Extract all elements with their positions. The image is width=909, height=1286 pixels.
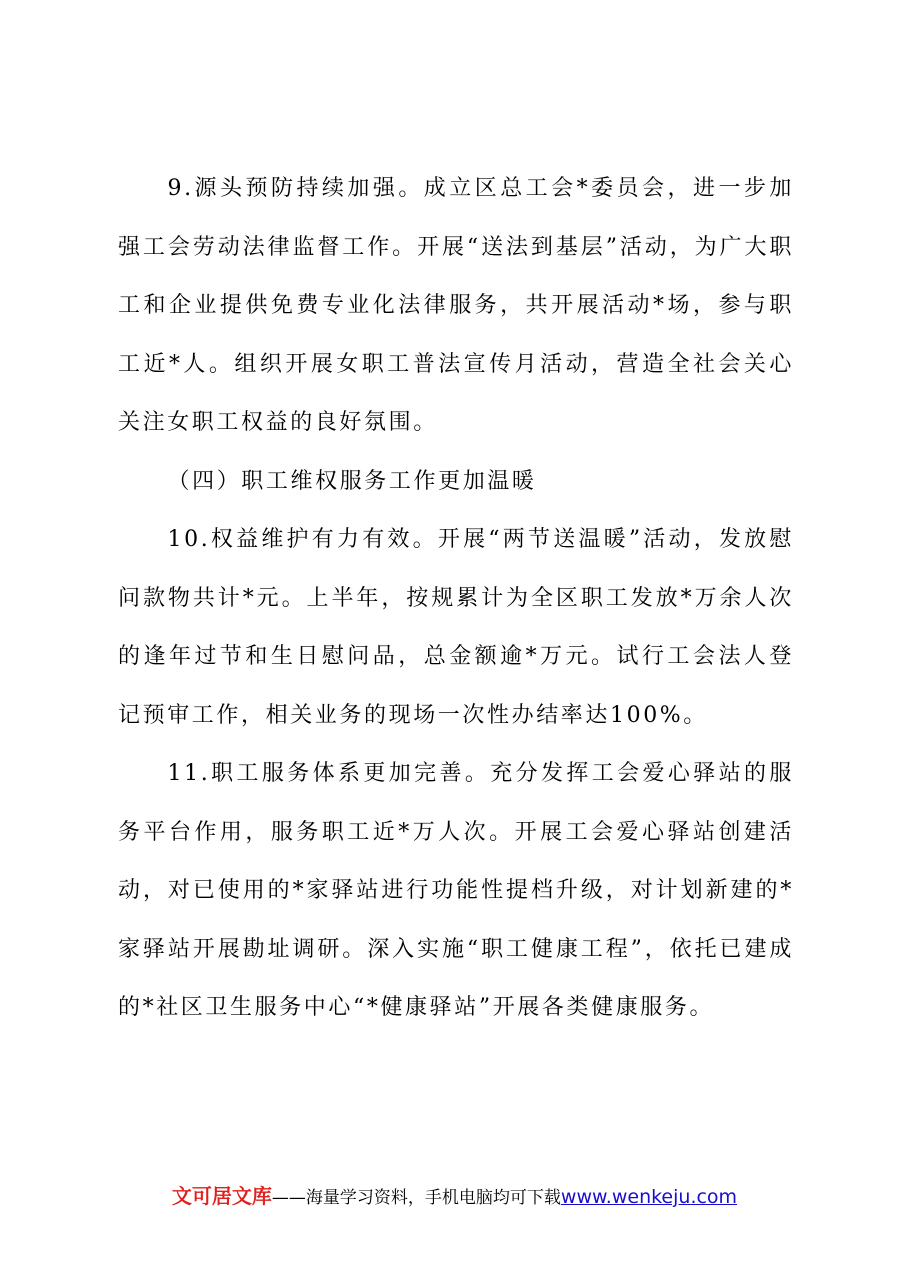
footer-tagline: ——海量学习资料，手机电脑均可下载 <box>271 1188 561 1208</box>
footer-brand: 文可居文库 <box>171 1184 272 1208</box>
paragraph-item-10: 10.权益维护有力有效。开展“两节送温暖”活动，发放慰问款物共计*元。上半年，按规累计为全区职工发放*万余人次的逢年过节和生日慰问品，总金额逾*万元。试行工会法人登记预审工作，相关业务的现场一次性办结率达100%。 <box>118 527 794 728</box>
paragraph-item-9: 9.源头预防持续加强。成立区总工会*委员会，进一步加强工会劳动法律监督工作。开展“送法到基层”活动，为广大职工和企业提供免费专业化法律服务，共开展活动*场，参与职工近*人。组织开展女职工普法宣传月活动，营造全社会关心关注女职工权益的良好氛围。 <box>118 176 794 435</box>
paragraph-item-11: 11.职工服务体系更加完善。充分发挥工会爱心驿站的服务平台作用，服务职工近*万人次。开展工会爱心驿站创建活动，对已使用的*家驿站进行功能性提档升级，对计划新建的*家驿站开展勘址调研。深入实施“职工健康工程”，依托已建成的*社区卫生服务中心“*健康驿站”开展各类健康服务。 <box>118 761 794 1020</box>
footer-website-link[interactable]: www.wenkeju.com <box>560 1186 738 1208</box>
footer-banner <box>0 1180 909 1209</box>
section-heading-4: （四）职工维权服务工作更加温暖 <box>167 468 537 494</box>
document-body <box>118 160 794 1038</box>
